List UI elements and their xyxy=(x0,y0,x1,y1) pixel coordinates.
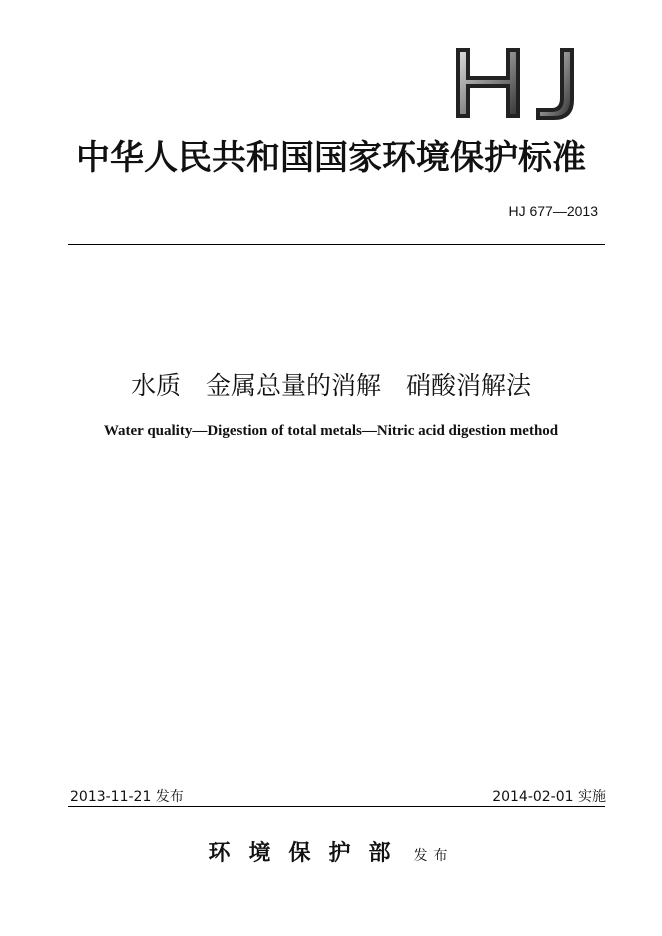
top-divider xyxy=(68,244,605,245)
bottom-divider xyxy=(68,806,605,807)
document-title-chinese: 水质 金属总量的消解 硝酸消解法 xyxy=(130,371,531,400)
standard-category-title: 中华人民共和国国家环境保护标准 xyxy=(76,138,586,178)
standard-code: HJ 677—2013 xyxy=(508,203,598,219)
issue-date: 2013-11-21 发布 xyxy=(70,789,184,805)
effective-date: 2014-02-01 实施 xyxy=(492,789,606,805)
hj-logo-letter-j xyxy=(536,48,574,120)
hj-logo xyxy=(452,44,592,122)
issuer-name: 环境保护部 xyxy=(208,840,409,866)
issuer-suffix: 发布 xyxy=(413,848,454,864)
document-title-english: Water quality—Digestion of total metals—Nitric acid digestion method xyxy=(103,423,559,439)
hj-logo-letter-h xyxy=(456,48,520,118)
hj-logo-text: HJ xyxy=(452,44,454,45)
issuer-line xyxy=(0,836,662,867)
